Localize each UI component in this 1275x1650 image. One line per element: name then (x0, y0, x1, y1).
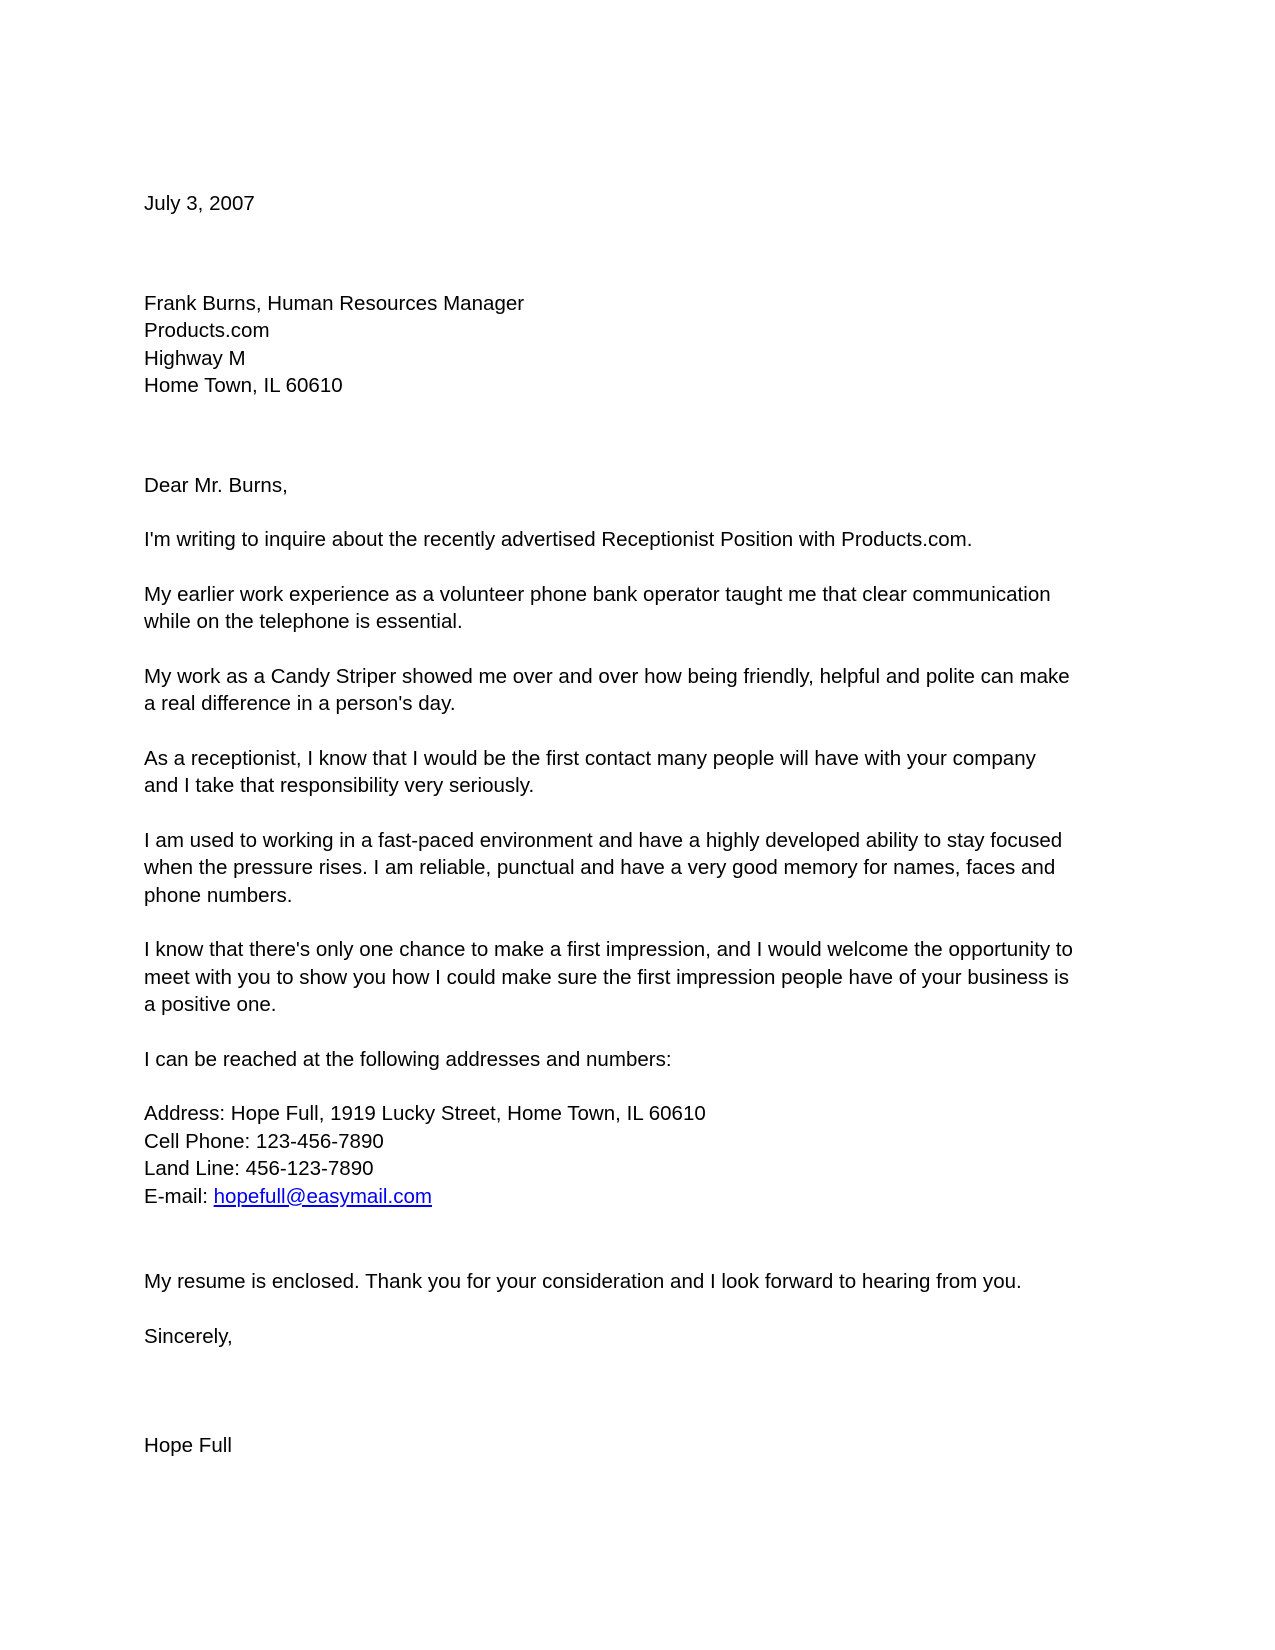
body-paragraph-5: I am used to working in a fast-paced environment and have a highly developed ability to stay focused when the pressure rises. I am reliable, punctual and have a very good memory for names, faces and phone numbers. (144, 828, 1063, 907)
body-paragraph-4: As a receptionist, I know that I would be the first contact many people will have with your company and I take that responsibility very seriously. (144, 746, 1036, 797)
signature-name: Hope Full (144, 1434, 232, 1457)
spacer-after-address (144, 400, 1074, 472)
letter-date: July 3, 2007 (144, 192, 255, 215)
spacer-p1 (144, 554, 1074, 581)
body-paragraph-6: I know that there's only one chance to make a first impression, and I would welcome the opportunity to meet with you to show you how I could make sure the first impression people have of your business is a positive one. (144, 938, 1073, 1016)
spacer-p3 (144, 718, 1074, 745)
email-label: E-mail: (144, 1184, 214, 1208)
body-paragraph-7: I can be reached at the following addresses and numbers: (144, 1047, 672, 1071)
spacer-before-closing (144, 1296, 1074, 1323)
body-paragraph-2: My earlier work experience as a volunteer phone bank operator taught me that clear communication while on the telephone is essential. (144, 582, 1051, 633)
closing-salutation: Sincerely, (144, 1324, 233, 1348)
contact-land-line: Land Line: 456-123-7890 (144, 1157, 374, 1180)
contact-details-block (144, 1100, 1074, 1210)
salutation: Dear Mr. Burns, (144, 473, 288, 497)
signature-space (144, 1350, 1074, 1432)
spacer-p6 (144, 1019, 1074, 1046)
body-paragraph-3: My work as a Candy Striper showed me over and over how being friendly, helpful and polite can make a real difference in a person's day. (144, 664, 1070, 715)
recipient-company: Products.com (144, 319, 270, 342)
email-link[interactable]: hopefull@easymail.com (213, 1184, 432, 1208)
contact-cell-phone: Cell Phone: 123-456-7890 (144, 1129, 384, 1153)
spacer-p7 (144, 1073, 1074, 1100)
spacer-p5 (144, 909, 1074, 936)
letter-body (144, 190, 1074, 1460)
spacer-after-contact (144, 1210, 1074, 1268)
recipient-street: Highway M (144, 346, 246, 370)
body-paragraph-1: I'm writing to inquire about the recently advertised Receptionist Position with Products.com. (144, 528, 973, 551)
recipient-name-title: Frank Burns, Human Resources Manager (144, 291, 525, 315)
contact-address: Address: Hope Full, 1919 Lucky Street, Home Town, IL 60610 (144, 1102, 706, 1125)
spacer-p2 (144, 636, 1074, 663)
spacer-after-salutation (144, 499, 1074, 526)
spacer-p4 (144, 800, 1074, 827)
date-block (144, 190, 1074, 218)
closing-paragraph: My resume is enclosed. Thank you for your consideration and I look forward to hearing from you. (144, 1270, 1022, 1293)
recipient-city-state-zip: Home Town, IL 60610 (144, 374, 343, 397)
recipient-address-block (144, 290, 1074, 400)
spacer-after-date (144, 218, 1074, 290)
contact-email-line (144, 1183, 1074, 1211)
